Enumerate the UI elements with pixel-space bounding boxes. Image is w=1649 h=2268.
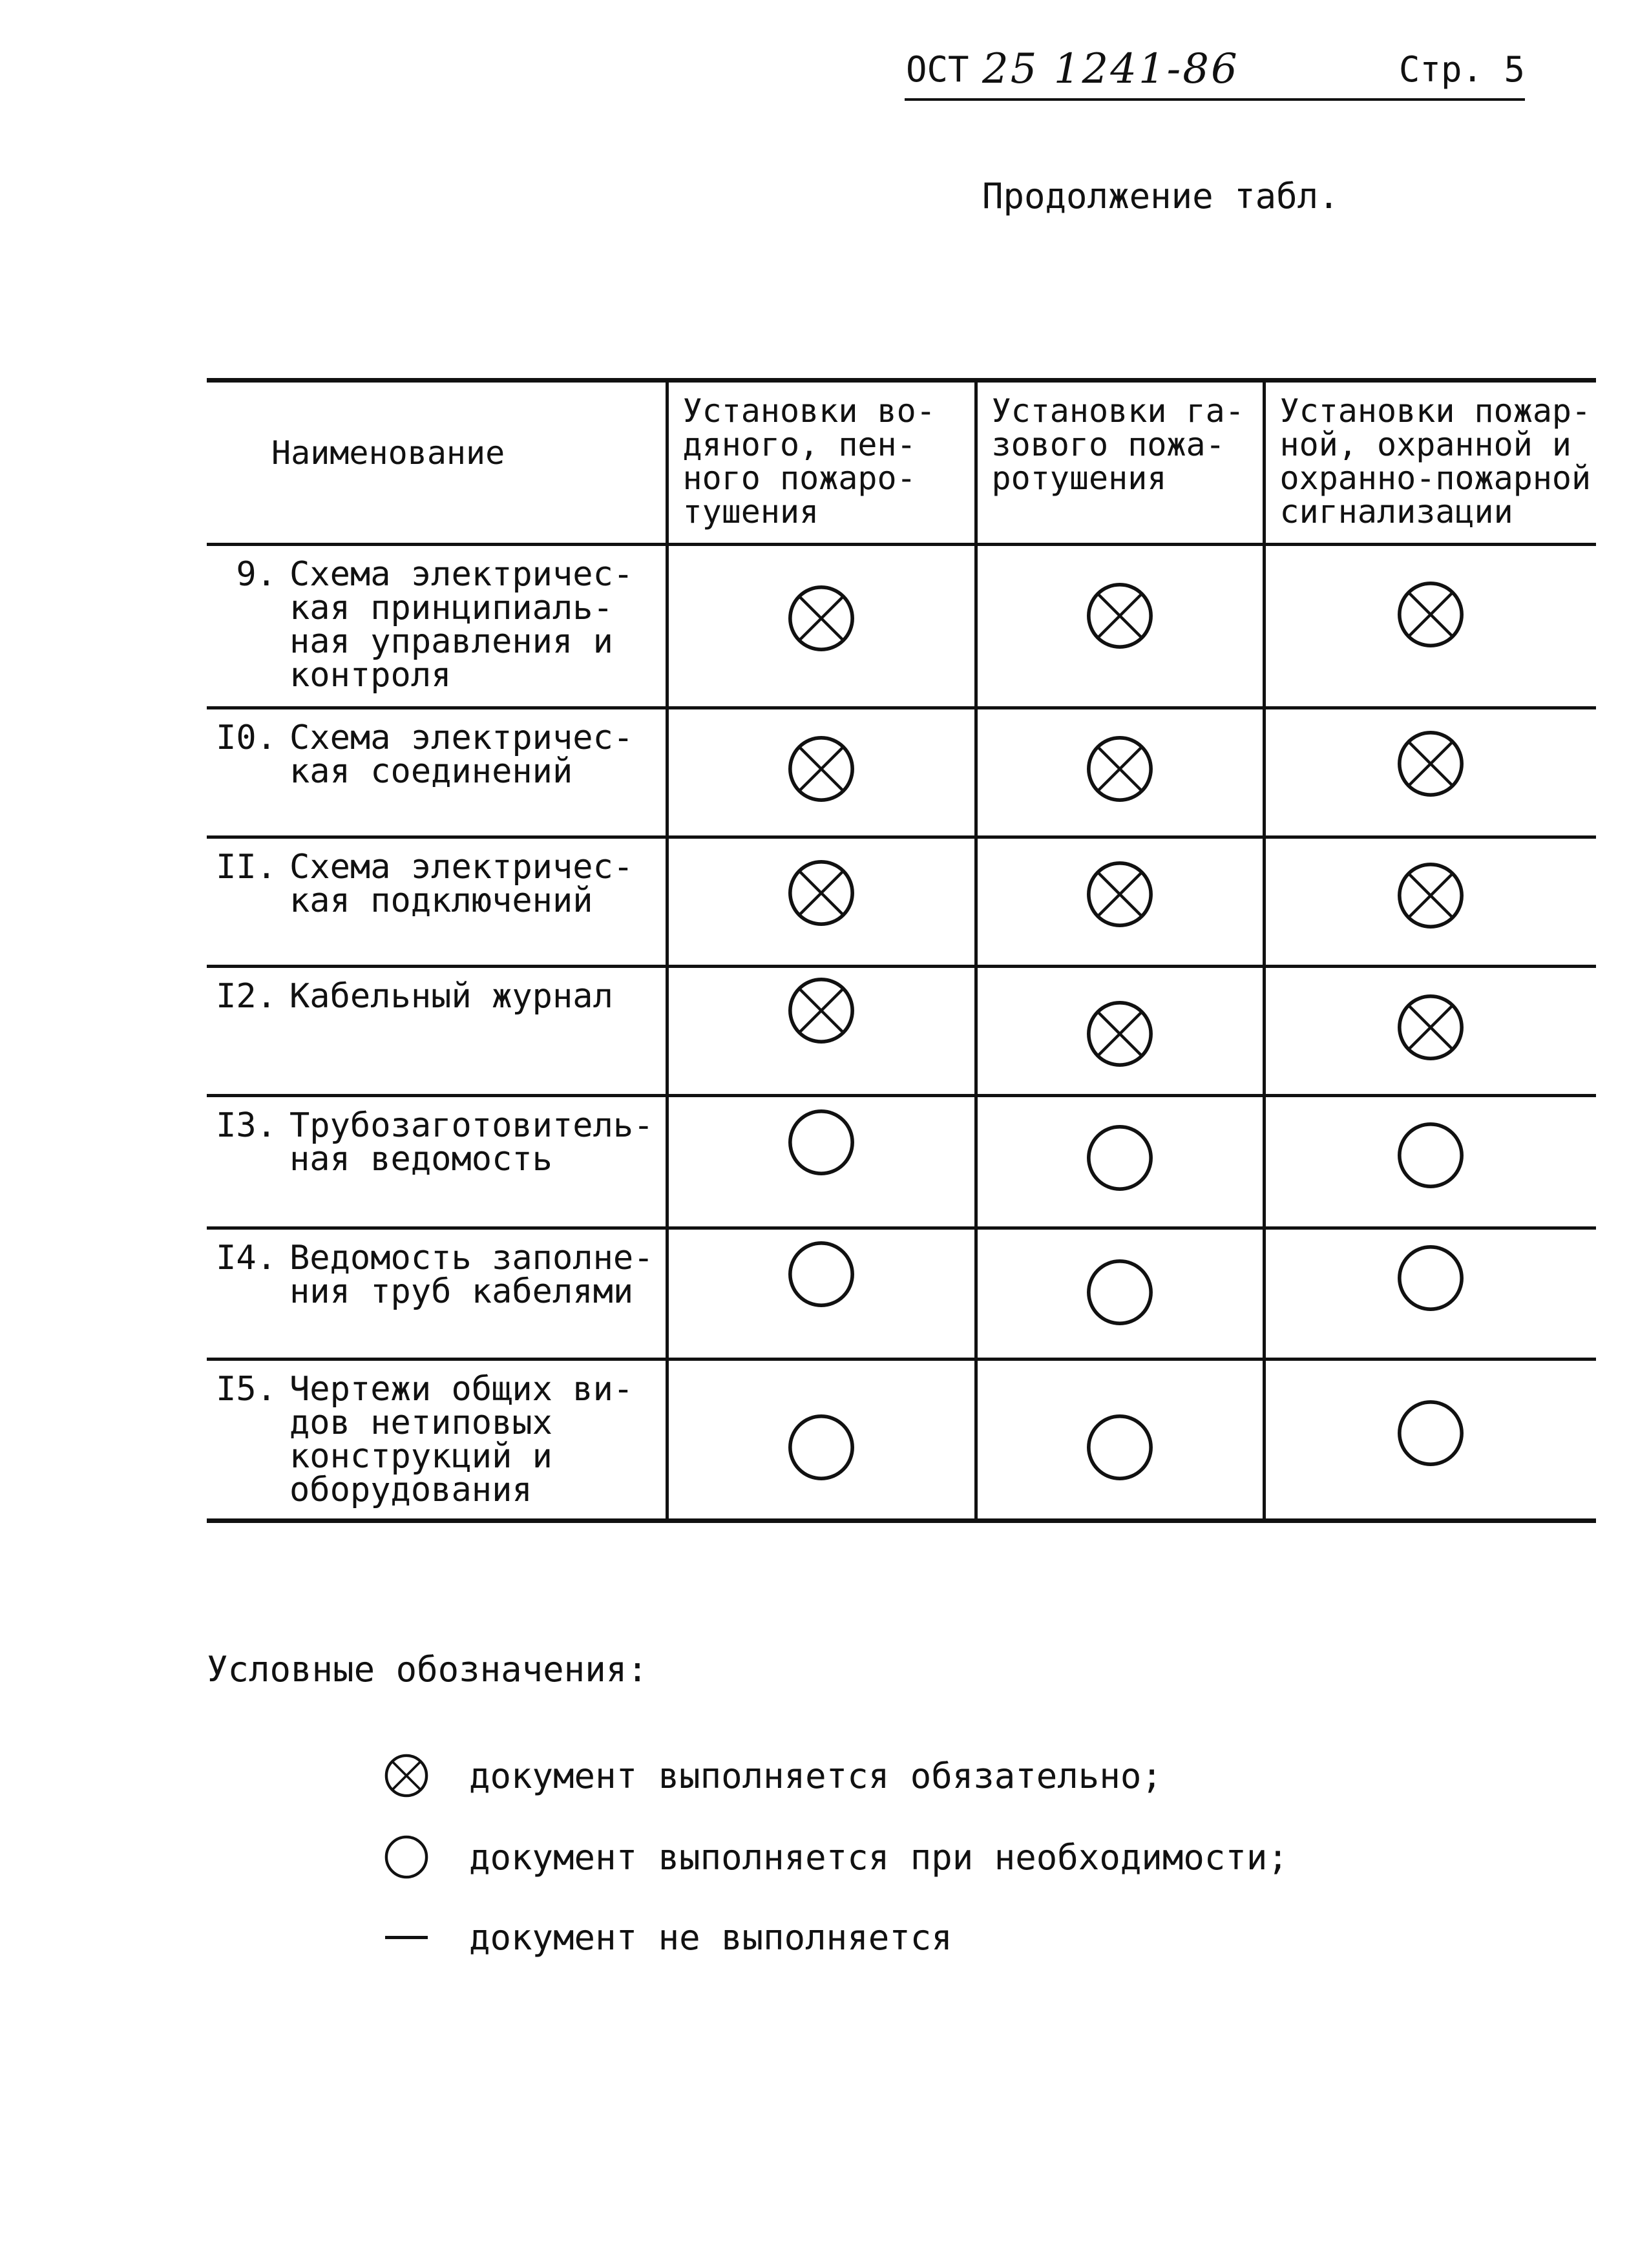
row-name-line: Трубозаготовитель-: [289, 1106, 654, 1145]
circle-cross-icon: [1394, 991, 1467, 1064]
mark-cell: [976, 1096, 1264, 1228]
circle-icon: [1394, 1242, 1467, 1314]
row-name-line: Кабельный журнал: [289, 977, 613, 1016]
row-name: [289, 1239, 666, 1311]
row-name-cell: [207, 837, 667, 967]
row-name-line: ная управления и: [289, 622, 613, 661]
circle-icon: [1394, 1397, 1467, 1469]
row-number: II.: [216, 848, 277, 887]
table-row: [207, 545, 1596, 708]
row-name-line: Схема электричес-: [289, 848, 634, 887]
mark-cell: [1264, 967, 1596, 1096]
documents-table-wrapper: [207, 378, 1596, 1523]
circle-cross-icon: [785, 857, 857, 929]
circle-cross-icon: [1394, 859, 1467, 932]
row-number: I5.: [216, 1370, 277, 1409]
circle-icon: [785, 1238, 857, 1310]
row-name: [289, 555, 666, 695]
table-row: [207, 1096, 1596, 1228]
row-number: 9.: [236, 555, 277, 594]
circle-icon: [785, 1411, 857, 1484]
circle-cross-icon: [1084, 733, 1156, 805]
mark-cell: [667, 545, 976, 708]
column-header-line: охранно-пожарной: [1279, 459, 1591, 497]
row-name-line: конструкций и: [289, 1437, 552, 1476]
column-header-line: ротушения: [991, 459, 1167, 497]
legend-item-optional: [380, 1831, 1288, 1883]
circle-cross-icon: [380, 1749, 433, 1802]
column-header-line: зового пожа-: [991, 426, 1225, 463]
circle-icon: [1084, 1122, 1156, 1194]
row-name-line: оборудования: [289, 1471, 532, 1509]
row-number: I3.: [216, 1106, 277, 1145]
table-row: [207, 837, 1596, 967]
column-header-water-foam: [667, 381, 976, 545]
row-name: [289, 1372, 666, 1507]
legend-text: документ выполняется при необходимости;: [469, 1836, 1288, 1878]
row-name-line: контроля: [289, 656, 452, 695]
row-name-line: дов нетиповых: [289, 1403, 552, 1442]
table-row: [207, 708, 1596, 837]
mark-cell: [667, 967, 976, 1096]
mark-cell: [976, 837, 1264, 967]
page-number: Стр. 5: [1398, 49, 1525, 90]
circle-cross-icon: [1394, 728, 1467, 800]
row-name-cell: [207, 1360, 667, 1521]
column-header-line: Установки га-: [991, 392, 1245, 430]
row-name-cell: [207, 967, 667, 1096]
column-header-line: тушения: [682, 493, 819, 530]
column-header-name: [207, 381, 667, 545]
table-row: [207, 967, 1596, 1096]
standard-number: 25 1241-86: [982, 45, 1239, 93]
mark-cell: [667, 837, 976, 967]
circle-cross-icon: [1084, 998, 1156, 1070]
row-number: I4.: [216, 1239, 277, 1277]
column-header-line: Наименование: [271, 434, 505, 472]
mark-cell: [667, 1360, 976, 1521]
circle-icon: [380, 1831, 433, 1884]
column-header-alarm: [1264, 381, 1596, 545]
page-header: [905, 47, 1525, 101]
row-name-line: кая подключений: [289, 881, 593, 920]
legend-text: документ выполняется обязательно;: [469, 1755, 1162, 1796]
table-row: [207, 1228, 1596, 1360]
circle-cross-icon: [785, 582, 857, 655]
mark-cell: [1264, 1228, 1596, 1360]
documents-table: [207, 378, 1596, 1523]
circle-cross-icon: [1394, 578, 1467, 651]
row-name-line: Ведомость заполне-: [289, 1239, 654, 1277]
mark-cell: [1264, 1096, 1596, 1228]
mark-cell: [976, 708, 1264, 837]
row-name: [289, 977, 666, 1016]
legend-text: документ не выполняется: [469, 1916, 952, 1958]
legend-item-not-done: [380, 1911, 952, 1963]
mark-cell: [1264, 837, 1596, 967]
row-name-line: Схема электричес-: [289, 719, 634, 757]
column-header-line: ной, охранной и: [1279, 426, 1572, 463]
table-body: [207, 545, 1596, 1521]
mark-cell: [1264, 708, 1596, 837]
circle-cross-icon: [1084, 858, 1156, 930]
dash-icon: [380, 1911, 433, 1964]
row-number: I0.: [216, 719, 277, 757]
row-name-cell: [207, 545, 667, 708]
column-header-line: Установки пожар-: [1279, 392, 1591, 430]
circle-cross-icon: [1084, 580, 1156, 652]
circle-icon: [1084, 1256, 1156, 1328]
column-header-line: сигнализации: [1279, 493, 1513, 530]
row-name: [289, 850, 666, 918]
row-name-cell: [207, 1096, 667, 1228]
column-header-line: дяного, пен-: [682, 426, 916, 463]
row-name-line: кая принципиаль-: [289, 589, 613, 627]
circle-cross-icon: [785, 974, 857, 1047]
mark-cell: [1264, 1360, 1596, 1521]
row-name: [289, 719, 666, 791]
table-header-row: [207, 381, 1596, 545]
row-name-line: ная ведомость: [289, 1140, 552, 1179]
column-header-line: ного пожаро-: [682, 459, 916, 497]
circle-cross-icon: [785, 733, 857, 805]
row-number: I2.: [216, 977, 277, 1016]
row-name-line: кая соединений: [289, 752, 573, 791]
mark-cell: [1264, 545, 1596, 708]
row-name-line: ния труб кабелями: [289, 1272, 634, 1311]
mark-cell: [667, 1228, 976, 1360]
row-name-cell: [207, 708, 667, 837]
circle-icon: [785, 1106, 857, 1179]
mark-cell: [667, 708, 976, 837]
row-name-line: Чертежи общих ви-: [289, 1370, 634, 1409]
mark-cell: [976, 1360, 1264, 1521]
table-row: [207, 1360, 1596, 1521]
row-name-line: Схема электричес-: [289, 555, 634, 594]
circle-icon: [1084, 1411, 1156, 1484]
row-name: [289, 1106, 666, 1179]
circle-icon: [1394, 1119, 1467, 1192]
column-header-gas: [976, 381, 1264, 545]
mark-cell: [976, 545, 1264, 708]
column-header-line: Установки во-: [682, 392, 936, 430]
mark-cell: [976, 967, 1264, 1096]
legend-title: Условные обозначения:: [207, 1649, 648, 1690]
standard-prefix: ОСТ: [906, 49, 969, 90]
mark-cell: [976, 1228, 1264, 1360]
table-continuation-label: Продолжение табл.: [982, 176, 1339, 216]
row-name-cell: [207, 1228, 667, 1360]
legend-item-required: [380, 1750, 1162, 1801]
mark-cell: [667, 1096, 976, 1228]
